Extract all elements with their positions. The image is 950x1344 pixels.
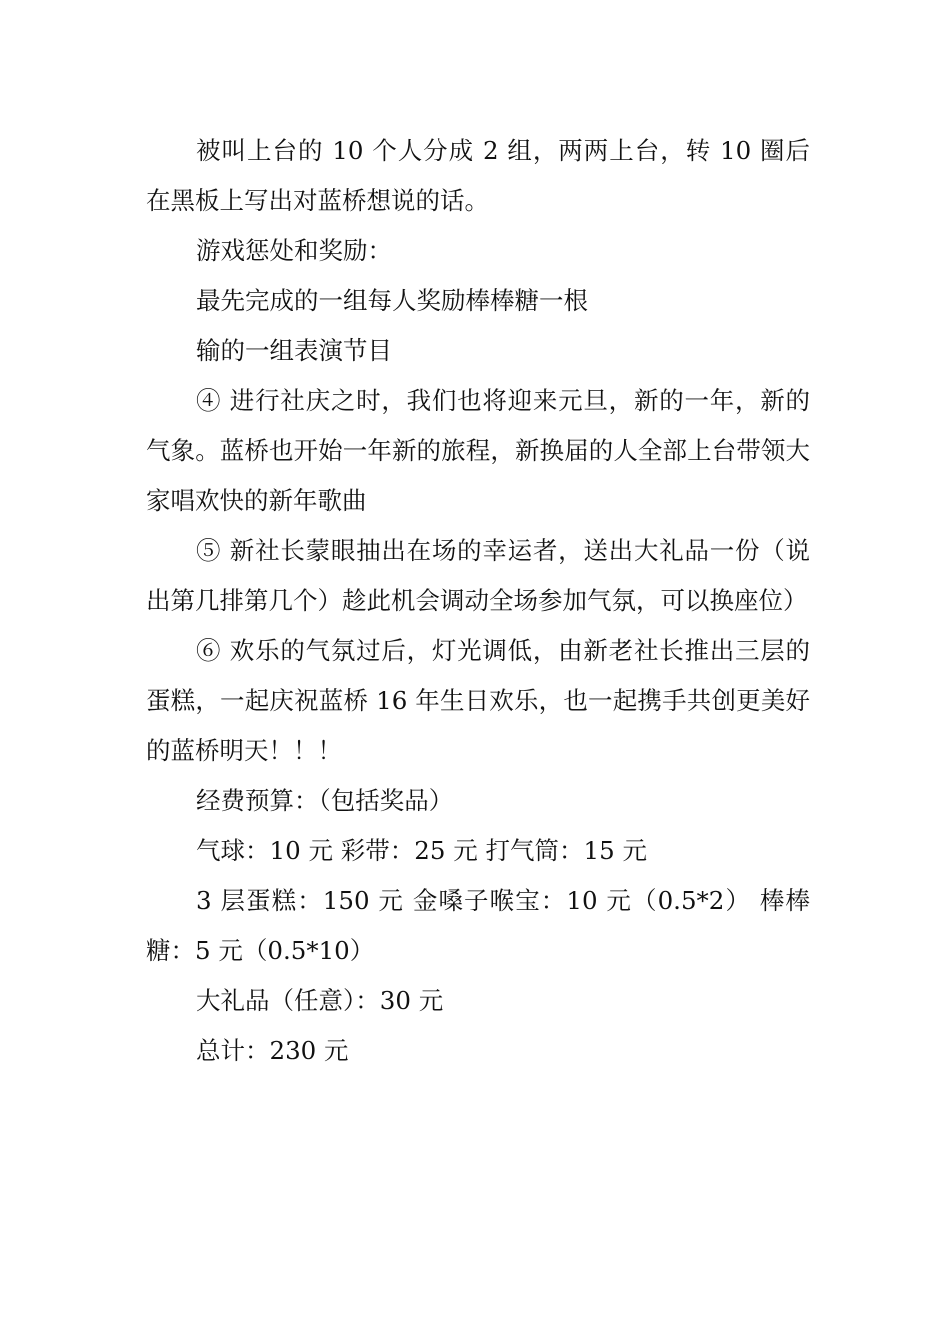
paragraph-reward: 最先完成的一组每人奖励棒棒糖一根 [196,286,588,315]
paragraph-item-5: ⑤ 新社长蒙眼抽出在场的幸运者，送出大礼品一份（说出第几排第几个）趁此机会调动全场参加气氛，可以换座位） [146,536,810,615]
paragraph-budget-total: 总计：230 元 [196,1036,349,1065]
paragraph-item-6: ⑥ 欢乐的气氛过后，灯光调低，由新老社长推出三层的蛋糕，一起庆祝蓝桥 16 年生日欢乐，也一起携手共创更美好的蓝桥明天！！！ [146,636,810,765]
paragraph-penalty: 输的一组表演节目 [196,336,392,365]
document-body [146,126,810,1076]
paragraph-budget-line-3: 大礼品（任意）：30 元 [196,986,444,1015]
paragraph-budget-line-1: 气球：10 元 彩带：25 元 打气筒：15 元 [196,836,647,865]
paragraph-budget-line-2: 3 层蛋糕：150 元 金嗓子喉宝：10 元（0.5*2） 棒棒糖：5 元（0.5*10） [146,886,810,965]
paragraph-budget-heading: 经费预算：（包括奖品） [196,786,454,815]
paragraph-item-4: ④ 进行社庆之时，我们也将迎来元旦，新的一年，新的气象。蓝桥也开始一年新的旅程，新换届的人全部上台带领大家唱欢快的新年歌曲 [146,386,810,515]
paragraph-penalty-reward-heading: 游戏惩处和奖励： [196,236,392,265]
paragraph-game-rules: 被叫上台的 10 个人分成 2 组，两两上台，转 10 圈后在黑板上写出对蓝桥想说的话。 [146,136,810,215]
